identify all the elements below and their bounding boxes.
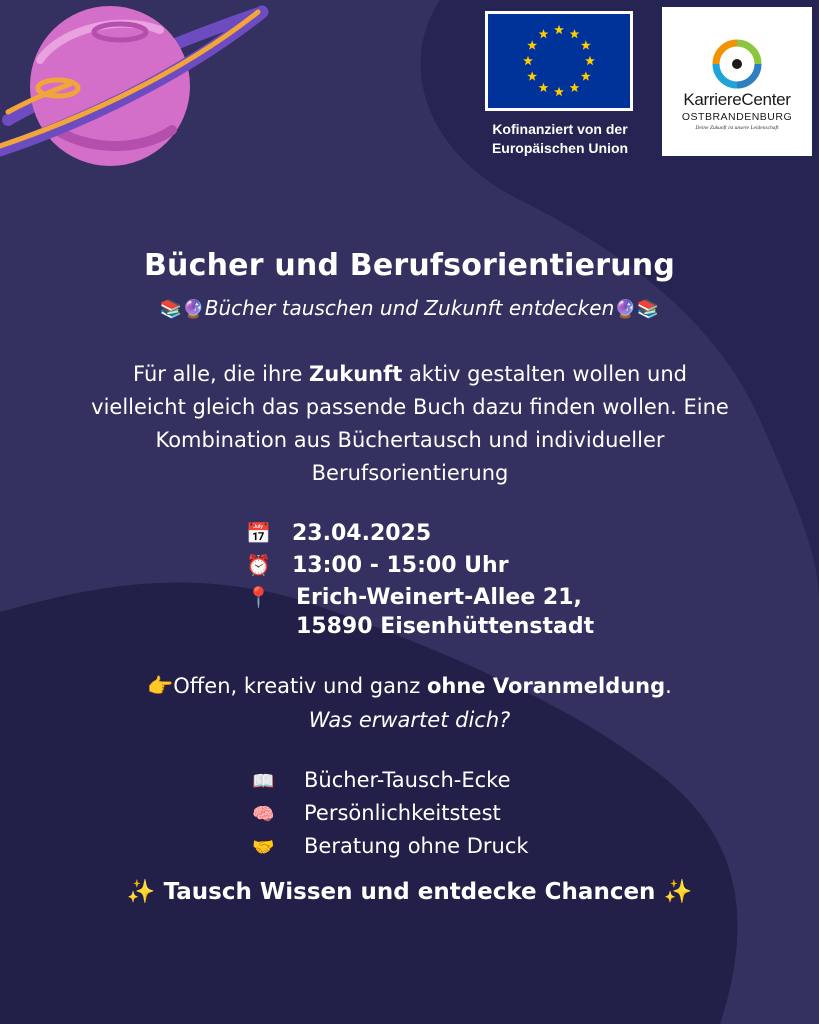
- karrierecenter-logo: [662, 7, 812, 156]
- intro-paragraph: [90, 358, 730, 490]
- slogan: [0, 878, 819, 905]
- subtitle-text: Bücher tauschen und Zukunft entdecken: [204, 296, 615, 320]
- feature-item: [252, 801, 501, 825]
- karrierecenter-name: KarriereCenter: [683, 90, 791, 109]
- address-line2: 15890 Eisenhüttenstadt: [296, 614, 595, 639]
- page-title: Bücher und Berufsorientierung: [143, 248, 675, 283]
- feature-label: Beratung ohne Druck: [304, 834, 529, 858]
- open-highlight: ohne Voranmeldung: [426, 674, 666, 698]
- calendar-icon: 📅: [246, 521, 271, 545]
- feature-item: [252, 768, 510, 792]
- location-pin-icon: 📍: [246, 585, 271, 609]
- question-heading: Was erwartet dich?: [308, 708, 511, 732]
- event-date: [246, 521, 431, 546]
- intro-text-after: aktiv gestalten wollen und vielleicht gleich das passende Buch dazu finden wollen. Eine Kombination aus Büchertausch und individueller Berufsorientierung: [91, 362, 729, 485]
- sparkles-icon: ✨: [663, 879, 693, 905]
- intro-highlight: Zukunft: [309, 362, 403, 386]
- open-book-icon: 📖: [252, 771, 275, 792]
- event-date-text: 23.04.2025: [292, 521, 432, 546]
- event-time-text: 13:00 - 15:00 Uhr: [292, 553, 509, 578]
- crystal-ball-icon: 🔮: [614, 299, 637, 320]
- brain-icon: 🧠: [252, 804, 275, 825]
- subtitle: [0, 296, 819, 320]
- feature-label: Bücher-Tausch-Ecke: [304, 768, 511, 792]
- karrierecenter-ring-icon: [712, 39, 762, 89]
- crystal-ball-icon: 🔮: [182, 299, 205, 320]
- pointing-hand-icon: 👉: [147, 674, 174, 698]
- intro-text-before: Für alle, die ihre: [133, 362, 310, 386]
- slogan-text: Tausch Wissen und entdecke Chancen: [163, 879, 656, 905]
- address-line1: Erich-Weinert-Allee 21,: [296, 585, 582, 610]
- sparkles-icon: ✨: [126, 879, 156, 905]
- books-icon: 📚: [636, 299, 660, 320]
- eu-caption-line2: Europäischen Union: [491, 140, 629, 156]
- open-text-after: .: [665, 674, 672, 698]
- eu-caption-line1: Kofinanziert von der: [492, 121, 628, 137]
- alarm-clock-icon: ⏰: [246, 553, 271, 577]
- open-text-before: Offen, kreativ und ganz: [173, 674, 427, 698]
- open-access-note: [0, 674, 819, 699]
- feature-label: Persönlichkeitstest: [304, 801, 501, 825]
- books-icon: 📚: [159, 299, 183, 320]
- eu-cofunding-caption: [462, 120, 658, 158]
- event-address: [246, 585, 582, 610]
- feature-item: [252, 834, 529, 858]
- karrierecenter-region: OSTBRANDENBURG: [681, 111, 793, 123]
- planet-illustration: [0, 0, 280, 180]
- handshake-icon: 🤝: [252, 837, 275, 858]
- event-time: [246, 553, 509, 578]
- karrierecenter-tagline: Deine Zukunft ist unsere Leidenschaft: [695, 125, 779, 131]
- eu-flag-logo: [485, 11, 633, 111]
